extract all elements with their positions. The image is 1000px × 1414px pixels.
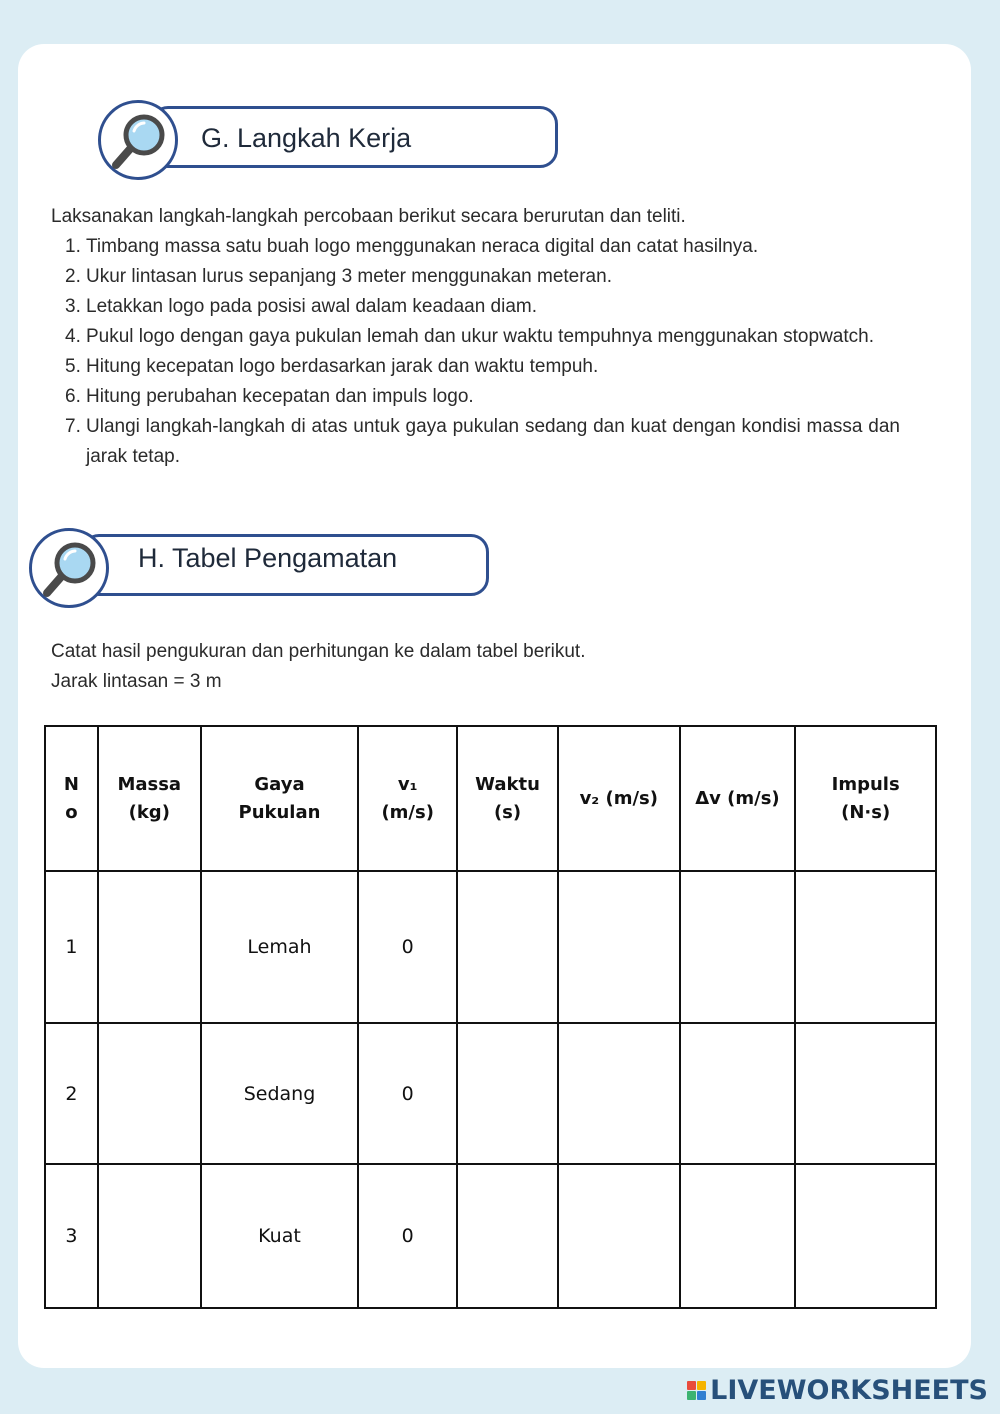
list-item [51,232,900,262]
cell-gaya: Kuat [201,1164,359,1308]
list-item [51,412,900,472]
list-item [51,292,900,322]
table-row [45,871,936,1023]
magnifier-icon [29,528,109,608]
liveworksheets-logo-icon [687,1381,706,1400]
step-number: 3. [65,296,81,317]
logo-square [697,1381,706,1390]
cell-no: 3 [45,1164,98,1308]
cell-waktu[interactable] [457,1023,558,1164]
intro-text: Laksanakan langkah-langkah percobaan berikut secara berurutan dan teliti. [51,206,686,227]
cell-massa[interactable] [98,1023,201,1164]
logo-square [697,1391,706,1400]
step-text: Ulangi langkah-langkah di atas untuk gaya pukulan sedang dan kuat dengan kondisi massa dan jarak tetap. [86,416,900,467]
cell-v2[interactable] [558,871,680,1023]
step-text: Letakkan logo pada posisi awal dalam keadaan diam. [86,296,538,317]
header-delta-v: Δv (m/s) [680,726,796,871]
list-item [51,322,900,352]
list-item [51,382,900,412]
cell-v2[interactable] [558,1023,680,1164]
magnifier-icon [98,100,178,180]
section-h-header [29,528,491,592]
step-text: Hitung perubahan kecepatan dan impuls logo. [86,386,474,407]
step-number: 4. [65,326,81,347]
table-header-row [45,726,936,871]
step-number: 1. [65,236,81,257]
logo-square [687,1381,696,1390]
cell-v2[interactable] [558,1164,680,1308]
step-text: Hitung kecepatan logo berdasarkan jarak dan waktu tempuh. [86,356,599,377]
step-number: 2. [65,266,81,287]
list-item [51,262,900,292]
cell-delta-v[interactable] [680,871,796,1023]
cell-v1: 0 [358,871,457,1023]
cell-impuls[interactable] [795,871,936,1023]
cell-impuls[interactable] [795,1164,936,1308]
cell-gaya: Sedang [201,1023,359,1164]
cell-delta-v[interactable] [680,1164,796,1308]
cell-v1: 0 [358,1164,457,1308]
cell-delta-v[interactable] [680,1023,796,1164]
steps-list [51,232,900,472]
header-gaya-pukulan: Gaya Pukulan [201,726,359,871]
section-g-title: G. Langkah Kerja [201,123,412,153]
header-no: N o [45,726,98,871]
header-v2: v₂ (m/s) [558,726,680,871]
header-massa: Massa (kg) [98,726,201,871]
cell-no: 2 [45,1023,98,1164]
section-h-title: H. Tabel Pengamatan [138,543,398,573]
logo-square [687,1391,696,1400]
distance-note: Jarak lintasan = 3 m [51,671,222,692]
cell-impuls[interactable] [795,1023,936,1164]
cell-massa[interactable] [98,871,201,1023]
step-number: 7. [65,416,81,437]
cell-gaya: Lemah [201,871,359,1023]
step-text: Pukul logo dengan gaya pukulan lemah dan ukur waktu tempuhnya menggunakan stopwatch. [86,326,874,347]
cell-v1: 0 [358,1023,457,1164]
header-impuls: Impuls (N·s) [795,726,936,871]
brand-text: LIVEWORKSHEETS [710,1374,988,1406]
header-waktu: Waktu (s) [457,726,558,871]
step-number: 5. [65,356,81,377]
table-row [45,1164,936,1308]
cell-waktu[interactable] [457,1164,558,1308]
observation-table [44,725,937,1309]
step-text: Timbang massa satu buah logo menggunakan neraca digital dan catat hasilnya. [86,236,759,257]
table-instruction: Catat hasil pengukuran dan perhitungan ke dalam tabel berikut. [51,641,586,662]
cell-massa[interactable] [98,1164,201,1308]
cell-no: 1 [45,871,98,1023]
section-g-header [98,100,560,164]
liveworksheets-brand[interactable] [687,1375,988,1405]
table-row [45,1023,936,1164]
cell-waktu[interactable] [457,871,558,1023]
list-item [51,352,900,382]
step-number: 6. [65,386,81,407]
header-v1: v₁ (m/s) [358,726,457,871]
step-text: Ukur lintasan lurus sepanjang 3 meter menggunakan meteran. [86,266,612,287]
